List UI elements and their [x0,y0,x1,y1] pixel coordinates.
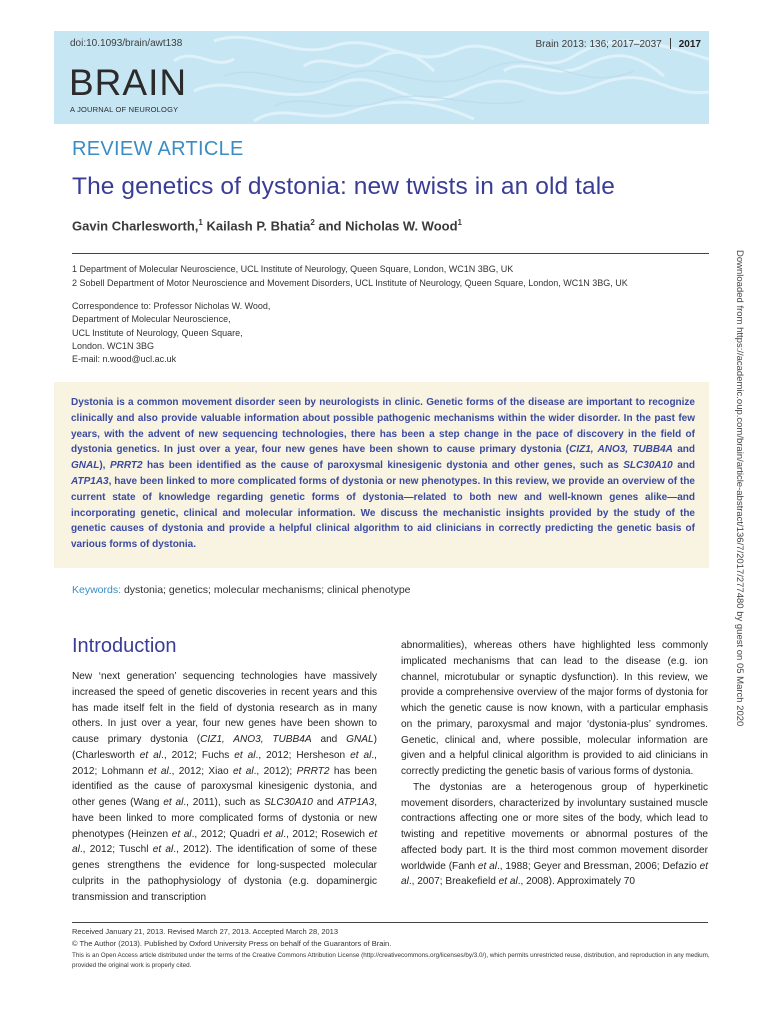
text-run: ), [99,460,110,472]
italic-text: PRRT2 [296,765,330,777]
text-run: ., 2012; Xiao [168,765,233,777]
correspondence-line: Department of Molecular Neuroscience, [72,314,231,325]
journal-header [54,31,709,124]
italic-text: et al [163,797,184,808]
text-run: , have been linked to more complicated forms of dystonia or new phenotypes (Heinzen [72,797,377,840]
author-name[interactable]: and Nicholas W. Wood [318,218,458,234]
italic-text: CIZ1, ANO3, TUBB4A [200,734,312,745]
correspondence-email[interactable]: E-mail: n.wood@ucl.ac.uk [72,354,177,365]
text-run: ., 2012; Rosewich [283,828,369,840]
citation: Brain 2013: 136; 2017–2037 [535,39,662,50]
text-run: has been identified as the cause of paroxysmal kinesigenic dystonia and other genes, such as [142,460,624,472]
text-run: ., 1988; Geyer and Bressman, 2006; Defazio [496,860,700,872]
italic-text: ATP1A3 [337,797,375,808]
text-run: , have been linked to more complicated forms of dystonia or new phenotypes. In this review, we provide an overview of the current state of knowledge regarding genetic forms of dystonia—related to both new and well-known genes alike—and incorporating genetic, clinical and molecular information. We discuss the mechanistic insights provided by the study of the genetic causes of dystonia and provide a helpful clinical algorithm to aid clinicians in correctly predicting the genetic basis of various forms of dystonia. [71,475,695,551]
italic-text: et al [234,749,256,761]
affiliation-2: 2 Sobell Department of Motor Neuroscience and Movement Disorders, UCL Institute of Neurology, Queen Square, London, WC1N 3BG, UK [72,278,628,288]
italic-text: et al [350,749,372,761]
text-run: and [311,734,347,745]
paragraph [401,638,708,780]
paragraph [401,780,708,890]
italic-text: et al [263,828,284,840]
keywords-label: Keywords: [72,584,122,596]
italic-text: CIZ1, ANO3, TUBB4A [569,444,673,456]
received-dates: Received January 21, 2013. Revised March 27, 2013. Accepted March 28, 2013 [72,927,338,936]
text-run: ., 2008). Approximately 70 [517,876,635,888]
text-run: ., 2012; Fuchs [161,749,235,761]
text-run: abnormalities), whereas others have highlighted less commonly implicated mechanisms that can lead to the disease (e.g. ion channel, microtubular or synaptic dysfunction). In this review, we provide a comprehensive overview of the major forms of dystonia for which the genetic cause is now known, with a particular emphasis on the primary, paroxysmal and major ‘dystonia-plus’ syndromes. Genetic, clinical and, where possible, molecular information are given and a helpful clinical algorithm is provided to aid clinicians in correctly predicting the genetic basis of various forms of dystonia. [401,640,708,777]
italic-text: et al [148,765,169,777]
italic-text: et al [171,828,192,840]
affiliation-marker: 1 [457,218,462,227]
italic-text: et al [139,749,162,761]
copyright: © The Author (2013). Published by Oxford University Press on behalf of the Guarantors of Brain. [72,939,392,948]
text-run: ., 2012; Quadri [191,828,264,840]
section-heading-introduction: Introduction [72,635,177,657]
italic-text: et al [401,860,708,888]
italic-text: PRRT2 [109,460,143,472]
abstract-text [71,395,695,553]
author-list [72,218,462,233]
article-title: The genetics of dystonia: new twists in an old tale [72,173,616,200]
correspondence-line: London. WC1N 3BG [72,340,155,351]
italic-text: SLC30A10 [623,460,673,472]
download-watermark [732,250,748,770]
text-run: ., 2012; Tuschl [79,844,153,856]
citation-info [536,38,701,50]
journal-logo: BRAIN [69,62,188,103]
text-run: and [312,797,338,808]
page-number: 2017 [678,39,701,50]
affiliation-marker: 1 [198,218,203,227]
correspondence [72,300,270,366]
italic-text: et al [152,844,174,856]
license-note: This is an Open Access article distributed under the terms of the Creative Commons Attribution License (http://creativecommons.org/licenses/by/3.0/), which permits unrestricted reuse, distribution, and reproduction in any medium, provided the original work is properly cited. [72,952,710,969]
text-run: The dystonias are a heterogenous group of hyperkinetic movement disorders, characterized by involuntary sustained muscle contractions affecting one or more sites of the body, which lead to twisting and repetitive movements or abnormal postures of the affected body part. It is the third most common movement disorder worldwide (Fanh [401,781,708,872]
text-run: New ‘next generation’ sequencing technologies have massively increased the speed of genetic discoveries in recent years and this has made itself felt in the field of dystonia research as in many others. In just over a year, four new genes have been shown to cause primary dystonia ( [72,671,377,745]
text-run: and [672,444,695,456]
text-run: ., 2012). The identification of some of these genes strengthens the evidence for long-suspected molecular culprits in the pathophysiology of dystonia (e.g. dopaminergic transmission and transcription [72,844,377,903]
text-run: ) (Charlesworth [72,734,378,761]
text-run: ., 2012; Lohmann [72,749,377,777]
doi[interactable]: doi:10.1093/brain/awt138 [70,38,183,49]
italic-text: GNAL [71,460,100,472]
footer-divider [72,922,708,923]
italic-text: et al [72,828,377,856]
paragraph [72,669,377,905]
body-column-left [72,669,377,905]
author-name[interactable]: Kailash P. Bhatia [206,218,311,234]
journal-subtitle: A JOURNAL OF NEUROLOGY [70,105,179,114]
keywords-values: dystonia; genetics; molecular mechanisms; clinical phenotype [123,584,411,596]
italic-text: et al [232,765,254,777]
correspondence-line: Correspondence to: Professor Nicholas W. Wood, [72,301,271,311]
divider [670,38,671,49]
text-run: ., 2012); [253,765,297,777]
text-run: ., 2011), such as [183,797,265,808]
correspondence-line: UCL Institute of Neurology, Queen Square, [72,327,243,338]
text-run: ., 2007; Breakefield [408,876,499,888]
abstract-box [54,382,709,568]
article-type: REVIEW ARTICLE [72,138,244,160]
italic-text: GNAL [346,734,374,745]
divider [72,253,709,254]
text-run: and [672,460,695,472]
affiliation-1: 1 Department of Molecular Neuroscience, UCL Institute of Neurology, Queen Square, London, WC1N 3BG, UK [72,264,514,274]
italic-text: et al [477,860,497,872]
affiliation-marker: 2 [310,218,315,227]
body-column-right [401,638,708,890]
author-name[interactable]: Gavin Charlesworth, [72,218,199,234]
italic-text: SLC30A10 [264,797,313,808]
text-run: has been identified as the cause of paroxysmal kinesigenic dystonia, and other genes (Wang [72,765,378,808]
text-run: Dystonia is a common movement disorder seen by neurologists in clinic. Genetic forms of the disease are important to recognize clinically and also provide valuable information about possible pathogenic mechanisms within the wider disorder. In the past few years, with the advent of new sequencing technologies, there has been a step change in the pace of discovery in the field of dystonia genetics. In just over a year, four new genes have been shown to cause primary dystonia ( [71,397,695,456]
download-note[interactable]: Downloaded from https://academic.oup.com/brain/article-abstract/136/7/2017/277480 by guest on 05 March 2020 [734,250,745,727]
keywords [72,584,411,596]
italic-text: ATP1A3 [71,475,109,487]
italic-text: et al [498,876,518,888]
text-run: ., 2012; Hersheson [255,749,351,761]
